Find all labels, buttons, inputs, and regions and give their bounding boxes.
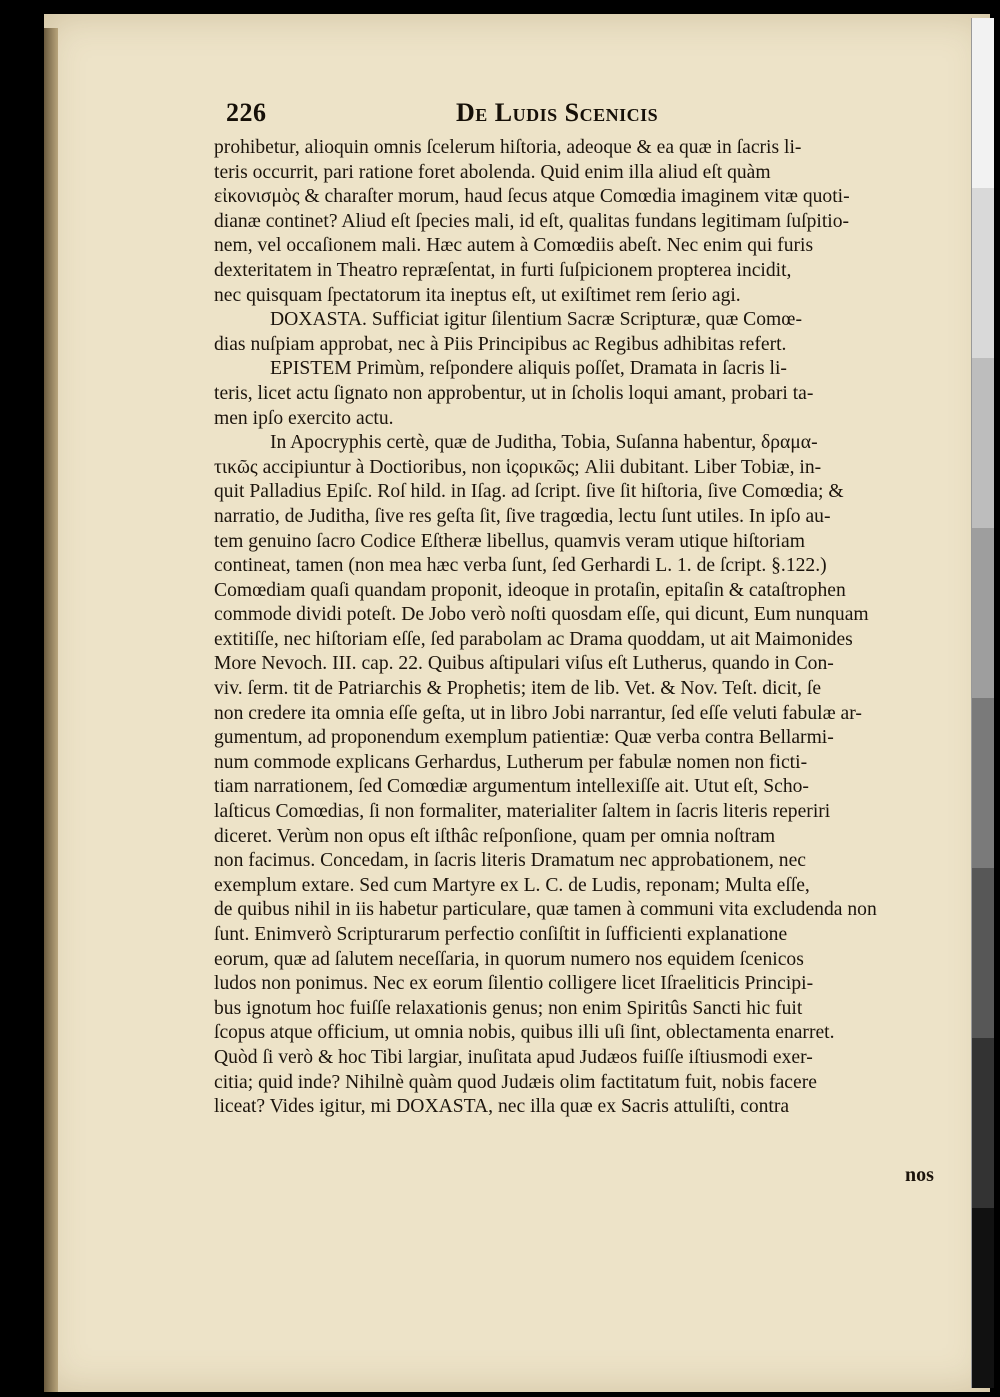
- text-line: ludos non ponimus. Nec ex eorum ſilentio colligere licet Iſraeliticis Principi-: [214, 973, 814, 995]
- text-line: dias nuſpiam approbat, nec à Piis Principibus ac Regibus adhibitas refert.: [214, 333, 787, 355]
- text-line: citia; quid inde? Nihilnè quàm quod Judæis olim factitatum fuit, nobis facere: [214, 1071, 817, 1093]
- text-line: Quòd ſi verò & hoc Tibi largiar, inuſitata apud Judæos fuiſſe iſtiusmodi exer-: [214, 1046, 813, 1068]
- text-line: quit Palladius Epiſc. Roſ hild. in Iſag. ad ſcript. ſive ſit hiſtoria, ſive Comœdia; &: [214, 481, 844, 503]
- text-line: contineat, tamen (non mea hæc verba ſunt, ſed Gerhardi L. 1. de ſcript. §.122.): [214, 555, 827, 577]
- text-line: diceret. Verùm non opus eſt iſthâc reſponſione, quam per omnia noſtram: [214, 825, 776, 847]
- page-number: 226: [226, 98, 267, 127]
- text-line: exemplum extare. Sed cum Martyre ex L. C. de Ludis, reponam; Multa eſſe,: [214, 874, 810, 896]
- text-line: num commode explicans Gerhardus, Lutherum per fabulæ nomen non ficti-: [214, 751, 808, 773]
- text-line: ſcopus atque officium, ut omnia nobis, quibus illi uſi ſint, oblectamenta enarret.: [214, 1022, 835, 1044]
- book-spine-shadow: [44, 28, 58, 1392]
- text-line: bus ignotum hoc fuiſſe relaxationis genus; non enim Spiritûs Sancti hic fuit: [214, 997, 803, 1019]
- text-line: teris occurrit, pari ratione foret abolenda. Quid enim illa aliud eſt quàm: [214, 161, 771, 183]
- text-line: More Nevoch. III. cap. 22. Quibus aſtipulari viſus eſt Lutherus, quando in Con-: [214, 653, 834, 675]
- body-text: [214, 136, 956, 1120]
- text-line: men ipſo exercito actu.: [214, 407, 394, 429]
- text-line: liceat? Vides igitur, mi DOXASTA, nec illa quæ ex Sacris attuliſti, contra: [214, 1096, 790, 1118]
- running-title: De Ludis Scenicis: [456, 98, 659, 127]
- text-line: gumentum, ad proponendum exemplum patientiæ: Quæ verba contra Bellarmi-: [214, 727, 834, 749]
- text-line: In Apocryphis certè, quæ de Juditha, Tobia, Suſanna habentur, δραμα-: [270, 432, 818, 454]
- text-line: commode dividi poteſt. De Jobo verò noſti quosdam eſſe, qui dicunt, Eum nunquam: [214, 604, 869, 626]
- text-line: EPISTEM Primùm, reſpondere aliquis poſſet, Dramata in ſacris li-: [270, 358, 787, 380]
- text-line: ſunt. Enimverò Scripturarum perfectio conſiſtit in ſufficienti explanatione: [214, 924, 788, 945]
- text-line: DOXASTA. Sufficiat igitur ſilentium Sacræ Scripturæ, quæ Comœ-: [270, 309, 802, 331]
- text-line: tiam narrationem, ſed Comœdiæ argumentum intellexiſſe ait. Utut eſt, Scho-: [214, 776, 809, 798]
- text-line: prohibetur, alioquin omnis ſcelerum hiſtoria, adeoque & ea quæ in ſacris li-: [214, 137, 802, 158]
- text-line: dianæ continet? Aliud eſt ſpecies mali, id eſt, qualitas fundans legitimam ſuſpitio-: [214, 210, 850, 232]
- text-line: narratio, de Juditha, ſive res geſta ſit, ſive tragœdia, lectu ſunt utiles. In ipſo au-: [214, 505, 831, 527]
- text-line: nem, vel occaſionem mali. Hæc autem à Comœdiis abeſt. Nec enim qui furis: [214, 235, 814, 257]
- text-line: τικῶς accipiuntur à Doctioribus, non ἱςορικῶς; Alii dubitant. Liber Tobiæ, in-: [214, 456, 822, 478]
- text-line: Comœdiam quaſi quandam proponit, ideoque in protaſin, epitaſin & cataſtrophen: [214, 579, 846, 601]
- text-line: dexteritatem in Theatro repræſentat, in furti ſuſpicionem propterea incidit,: [214, 259, 792, 281]
- text-line: nec quisquam ſpectatorum ita ineptus eſt, ut exiſtimet rem ſerio agi.: [214, 284, 741, 306]
- text-line: non credere ita omnia eſſe geſta, ut in libro Jobi narrantur, ſed eſſe veluti fabulæ ar-: [214, 702, 862, 724]
- text-line: teris, licet actu ſignato non approbentur, ut in ſcholis loqui amant, probari ta-: [214, 382, 814, 404]
- page-header: [226, 98, 732, 128]
- text-line: viv. ſerm. tit de Patriarchis & Prophetis; item de lib. Vet. & Nov. Teſt. dicit, ſe: [214, 678, 822, 700]
- text-line: tem genuino ſacro Codice Eſtheræ libellus, quamvis veram utique hiſtoriam: [214, 530, 805, 552]
- text-line: non facimus. Concedam, in ſacris literis Dramatum nec approbationem, nec: [214, 850, 806, 872]
- catchword: nos: [905, 1164, 934, 1186]
- text-line: extitiſſe, nec hiſtoriam eſſe, ſed parabolam ac Drama quoddam, ut ait Maimonides: [214, 628, 853, 650]
- text-line: εἰκονισμὸς & charaſter morum, haud ſecus atque Comœdia imaginem vitæ quoti-: [214, 186, 850, 208]
- text-line: de quibus nihil in iis habetur particulare, quæ tamen à communi vita excludenda non: [214, 899, 877, 921]
- text-line: eorum, quæ ad ſalutem neceſſaria, in quorum numero nos equidem ſcenicos: [214, 948, 804, 970]
- color-scale-strip: [971, 18, 994, 1388]
- text-line: laſticus Comœdias, ſi non formaliter, materialiter ſaltem in ſacris literis reperiri: [214, 801, 831, 823]
